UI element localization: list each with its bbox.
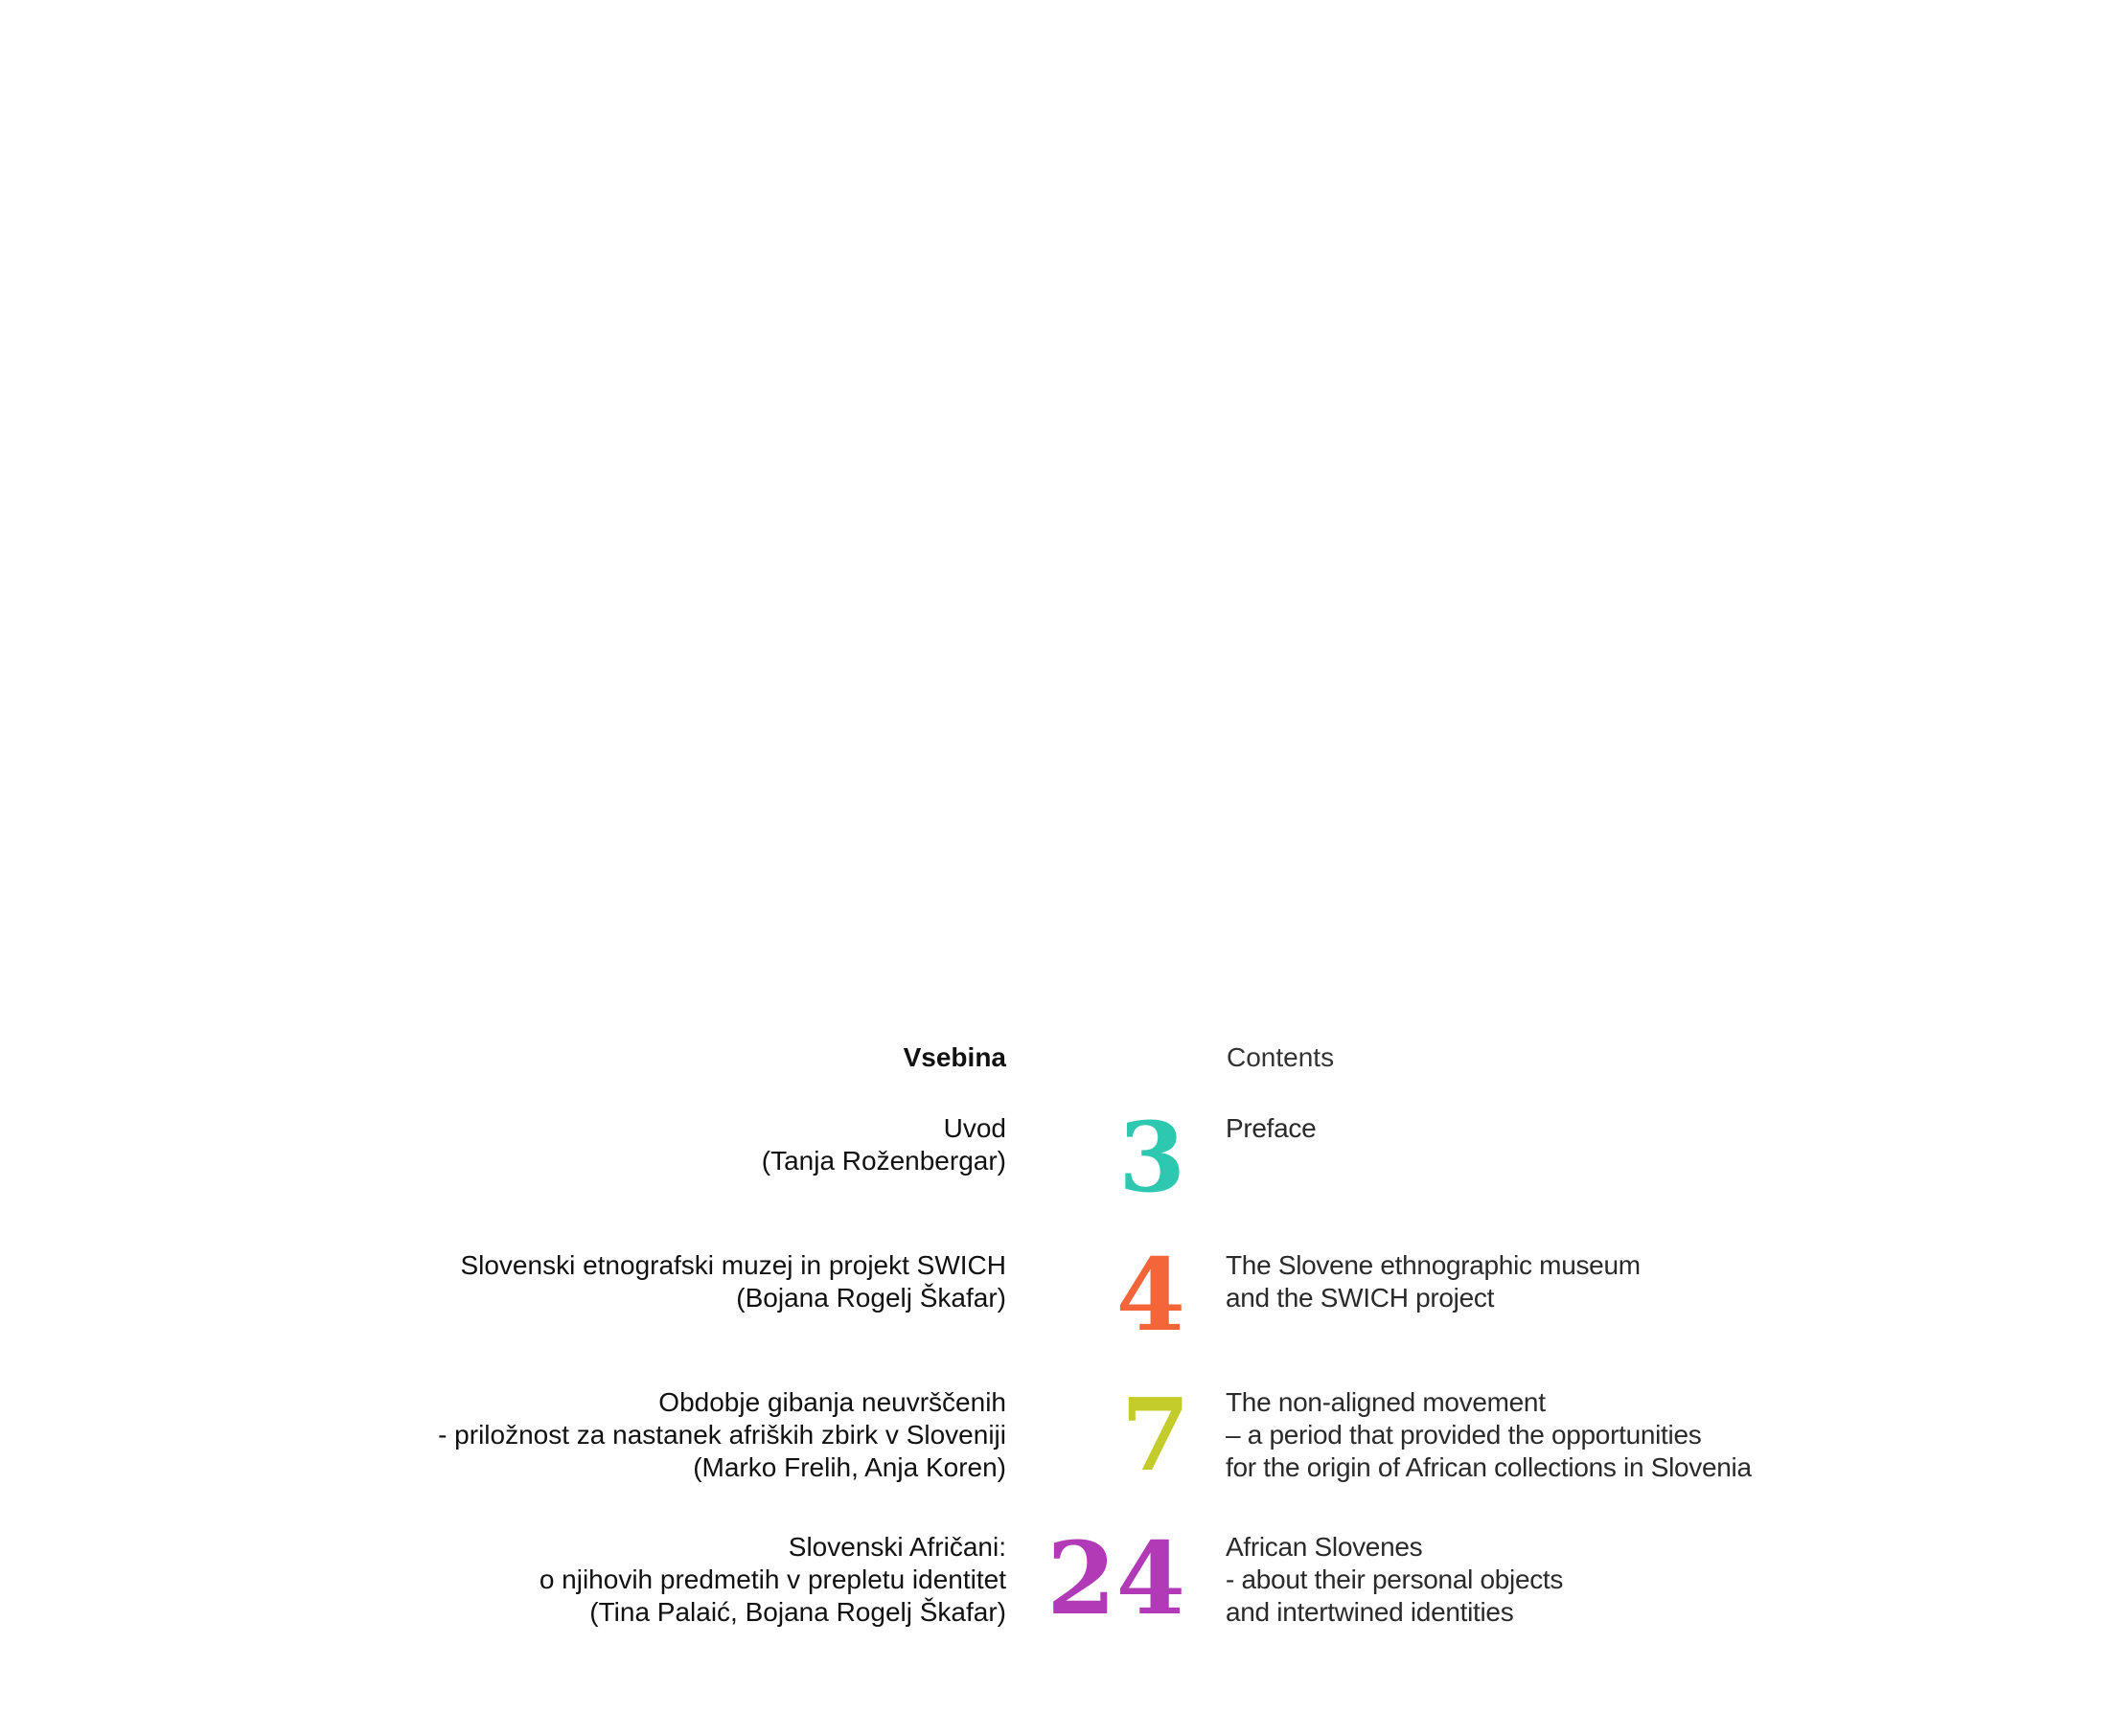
toc-entry-english bbox=[1226, 1249, 1641, 1314]
toc-author-slovene: (Tanja Roženbergar) bbox=[761, 1146, 1006, 1176]
toc-title-slovene: Slovenski etnografski muzej in projekt SWICH bbox=[460, 1250, 1006, 1280]
toc-subtitle-english: and intertwined identities bbox=[1226, 1597, 1514, 1627]
toc-entry-english bbox=[1226, 1112, 1316, 1145]
toc-subtitle-english: – a period that provided the opportunities bbox=[1226, 1420, 1702, 1450]
toc-entry-english bbox=[1226, 1386, 1752, 1484]
toc-title-english: African Slovenes bbox=[1226, 1532, 1423, 1562]
toc-title-slovene: Slovenski Afričani: bbox=[788, 1532, 1006, 1562]
toc-title-english: and the SWICH project bbox=[1226, 1283, 1495, 1313]
page-number: 7 bbox=[1120, 1376, 1190, 1494]
toc-subtitle-slovene: - priložnost za nastanek afriških zbirk v Sloveniji bbox=[438, 1420, 1006, 1450]
toc-title-english: Preface bbox=[1226, 1113, 1317, 1143]
toc-author-slovene: (Tina Palaić, Bojana Rogelj Škafar) bbox=[589, 1597, 1006, 1627]
toc-title-slovene: Obdobje gibanja neuvrščenih bbox=[658, 1387, 1006, 1417]
toc-author-slovene: (Bojana Rogelj Škafar) bbox=[736, 1283, 1006, 1313]
toc-subtitle-slovene: o njihovih predmetih v prepletu identitet bbox=[539, 1565, 1006, 1594]
contents-heading-english: Contents bbox=[1227, 1042, 1335, 1072]
toc-entry-slovene bbox=[762, 1112, 1006, 1177]
toc-title-english: The Slovene ethnographic museum bbox=[1226, 1250, 1641, 1280]
toc-entry-slovene bbox=[438, 1386, 1006, 1484]
toc-entry-english bbox=[1226, 1531, 1563, 1629]
contents-heading-slovene: Vsebina bbox=[903, 1042, 1006, 1072]
page-number: 24 bbox=[1046, 1519, 1185, 1637]
toc-title-slovene: Uvod bbox=[943, 1113, 1006, 1143]
page-number: 4 bbox=[1115, 1236, 1185, 1354]
toc-entry-slovene bbox=[540, 1531, 1006, 1629]
toc-entry-slovene bbox=[460, 1249, 1006, 1314]
toc-title-english: The non-aligned movement bbox=[1226, 1387, 1546, 1417]
toc-subtitle-english: for the origin of African collections in Slovenia bbox=[1226, 1452, 1752, 1482]
toc-subtitle-english: - about their personal objects bbox=[1226, 1565, 1564, 1594]
toc-author-slovene: (Marko Frelih, Anja Koren) bbox=[693, 1452, 1006, 1482]
page-number: 3 bbox=[1118, 1101, 1185, 1214]
